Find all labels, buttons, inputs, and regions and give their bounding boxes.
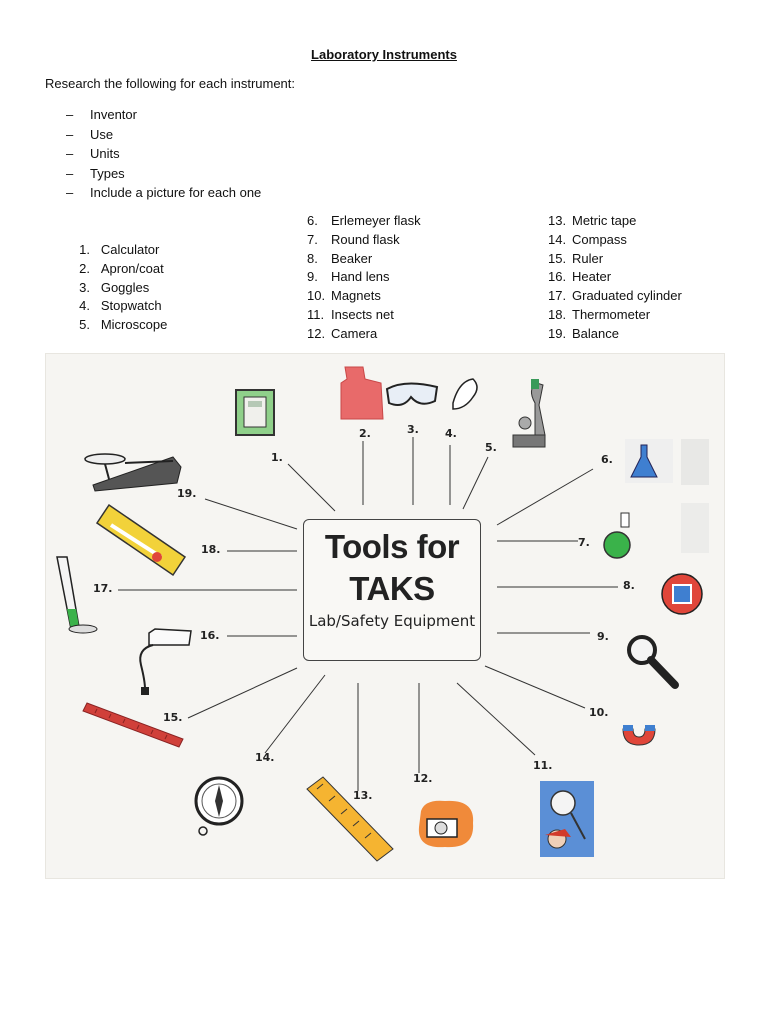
- compass-icon: [196, 778, 242, 835]
- bullet-dash: –: [66, 107, 74, 122]
- item-number: 4.: [79, 298, 90, 314]
- tools-poster: [45, 353, 725, 879]
- list-item: [307, 250, 421, 269]
- instrument-list-col3: [548, 212, 682, 344]
- item-number: 1.: [79, 242, 90, 257]
- poster-label-8: 8.: [623, 579, 635, 592]
- poster-label-10: 10.: [589, 706, 609, 719]
- instrument-list-col2: [307, 212, 421, 344]
- list-item: [548, 212, 682, 231]
- list-item: [66, 297, 167, 316]
- item-name: Graduated cylinder: [572, 288, 682, 304]
- stopwatch-icon: [453, 379, 477, 409]
- list-item: [307, 212, 421, 231]
- bullet-text: Units: [90, 146, 120, 162]
- item-number: 13.: [548, 213, 567, 228]
- calculator-icon: [236, 390, 274, 435]
- item-number: 17.: [548, 288, 567, 304]
- poster-label-6: 6.: [601, 453, 613, 466]
- list-item: [548, 250, 682, 269]
- poster-label-1: 1.: [271, 451, 283, 464]
- poster-title-box: [303, 519, 481, 661]
- list-item: [307, 268, 421, 287]
- ruler-icon: [83, 703, 183, 747]
- item-number: 10.: [307, 288, 326, 304]
- item-number: 3.: [79, 279, 90, 295]
- item-name: Camera: [331, 325, 378, 341]
- poster-label-13: 13.: [353, 789, 373, 802]
- bullet-dash: –: [66, 146, 74, 162]
- bullet-dash: –: [66, 185, 74, 201]
- list-item: [307, 231, 421, 250]
- erlenmeyer-flask-icon: [625, 439, 709, 485]
- bullet-dash: –: [66, 126, 74, 142]
- item-name: Goggles: [100, 279, 150, 295]
- item-number: 9.: [307, 269, 318, 285]
- poster-label-4: 4.: [445, 427, 457, 440]
- item-name: Insects net: [331, 306, 394, 322]
- poster-label-9: 9.: [597, 630, 609, 643]
- item-number: 18.: [548, 306, 567, 322]
- poster-label-15: 15.: [163, 711, 183, 724]
- poster-label-16: 16.: [200, 629, 220, 642]
- item-name: Round flask: [331, 231, 400, 247]
- research-bullet-list: [66, 105, 261, 203]
- list-item: [66, 279, 167, 298]
- item-name: Heater: [572, 269, 612, 285]
- document-title: Laboratory Instruments: [311, 47, 457, 62]
- item-name: Magnets: [331, 288, 381, 304]
- bullet-item: [66, 125, 261, 145]
- magnet-icon: [623, 725, 655, 745]
- poster-label-5: 5.: [485, 441, 497, 454]
- list-item: [66, 260, 167, 279]
- heater-icon: [140, 629, 191, 695]
- list-item: [307, 287, 421, 306]
- item-name: Thermometer: [572, 306, 651, 322]
- item-number: 12.: [307, 325, 326, 341]
- round-flask-icon: [604, 503, 709, 558]
- item-name: Apron/coat: [100, 260, 164, 276]
- list-item: [66, 316, 167, 335]
- list-item: [548, 287, 682, 306]
- item-number: 15.: [548, 250, 567, 266]
- item-name: Compass: [572, 231, 627, 247]
- intro-text: Research the following for each instrument:: [45, 76, 296, 91]
- bullet-item: [66, 164, 261, 184]
- insect-net-icon: [540, 781, 594, 857]
- bullet-text: Use: [90, 126, 114, 142]
- poster-subheading: Lab/Safety Equipment: [308, 612, 476, 630]
- item-number: 5.: [79, 317, 90, 333]
- hand-lens-icon: [629, 637, 675, 685]
- instrument-list-col1: [66, 241, 167, 335]
- metric-tape-icon: [307, 777, 393, 861]
- bullet-item: [66, 144, 261, 164]
- poster-label-17: 17.: [93, 582, 113, 595]
- apron-icon: [341, 367, 383, 419]
- poster-label-18: 18.: [201, 543, 221, 556]
- item-name: Erlemeyer flask: [331, 213, 421, 228]
- goggles-icon: [387, 383, 437, 405]
- item-number: 8.: [307, 250, 318, 266]
- bullet-text: Types: [90, 165, 125, 181]
- thermometer-icon: [97, 505, 185, 575]
- poster-label-3: 3.: [407, 423, 419, 436]
- list-item: [548, 306, 682, 325]
- item-number: 7.: [307, 231, 318, 247]
- list-item: [548, 325, 682, 344]
- bullet-text: Inventor: [90, 107, 137, 122]
- poster-heading-line1: Tools for: [324, 528, 460, 565]
- bullet-text: Include a picture for each one: [90, 185, 262, 201]
- poster-label-2: 2.: [359, 427, 371, 440]
- poster-label-7: 7.: [578, 536, 590, 549]
- item-name: Microscope: [100, 317, 168, 333]
- item-name: Calculator: [100, 242, 160, 257]
- item-name: Beaker: [331, 250, 373, 266]
- list-item: [548, 231, 682, 250]
- item-name: Metric tape: [572, 213, 637, 228]
- list-item: [307, 325, 421, 344]
- bullet-item: [66, 105, 261, 125]
- bullet-dash: –: [66, 165, 74, 181]
- microscope-icon: [513, 379, 545, 447]
- graduated-cylinder-icon: [57, 557, 97, 633]
- list-item: [548, 268, 682, 287]
- item-number: 16.: [548, 269, 567, 285]
- item-number: 14.: [548, 231, 567, 247]
- item-number: 2.: [79, 260, 90, 276]
- poster-label-14: 14.: [255, 751, 275, 764]
- item-name: Hand lens: [331, 269, 390, 285]
- item-number: 11.: [307, 306, 325, 322]
- item-name: Stopwatch: [100, 298, 162, 314]
- item-name: Balance: [572, 325, 619, 341]
- poster-label-19: 19.: [177, 487, 197, 500]
- poster-label-11: 11.: [533, 759, 553, 772]
- camera-icon: [419, 801, 473, 847]
- list-item: [66, 241, 167, 260]
- item-name: Ruler: [572, 250, 604, 266]
- item-number: 6.: [307, 213, 318, 228]
- bullet-item: [66, 183, 261, 203]
- list-item: [307, 306, 421, 325]
- poster-label-12: 12.: [413, 772, 433, 785]
- beaker-icon: [662, 574, 702, 614]
- item-number: 19.: [548, 325, 567, 341]
- poster-heading-line2: TAKS: [349, 570, 435, 607]
- balance-icon: [85, 454, 181, 491]
